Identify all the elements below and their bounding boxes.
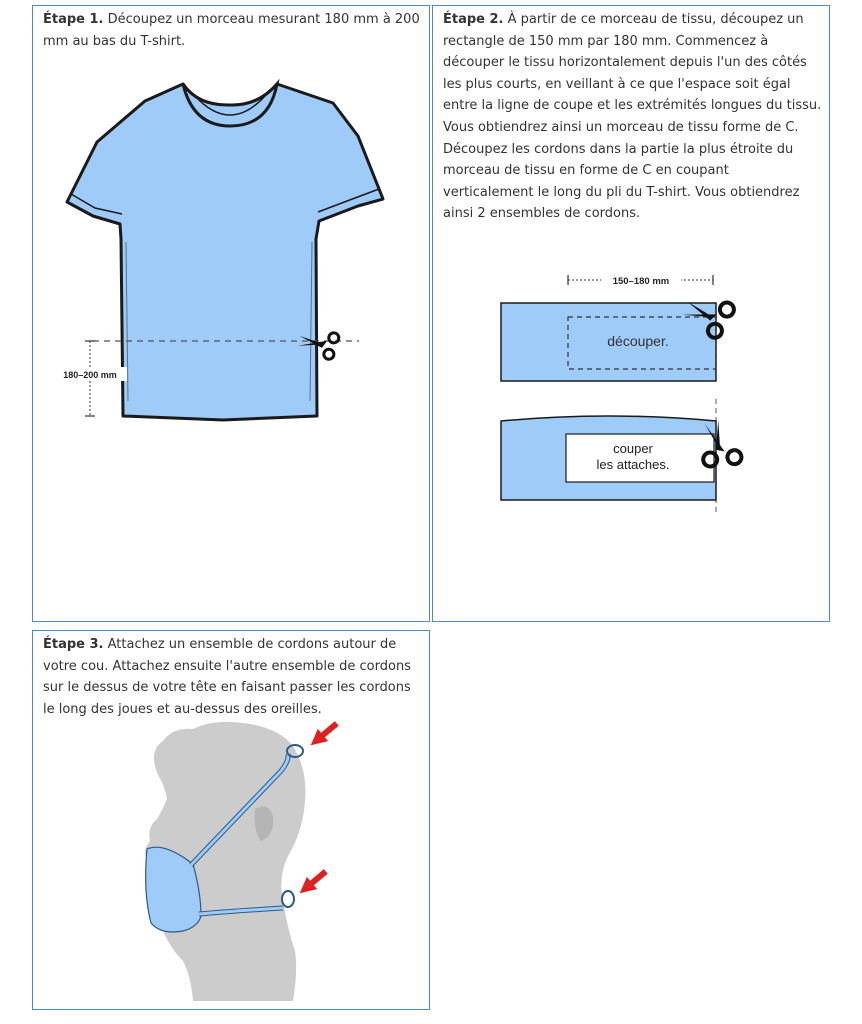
step-1-card — [32, 5, 430, 622]
cut-label: découper. — [607, 333, 669, 349]
tshirt-measure-label: 180–200 mm — [63, 370, 117, 380]
step-1-label: Étape 1. — [43, 12, 104, 27]
step-3-description: Attachez un ensemble de cordons autour de votre cou. Attachez ensuite l'autre ensemble de cordons sur le dessus de votre tête en faisant passer les cordons le long des joues et au-dessus des oreilles. — [43, 637, 411, 717]
fabric-measure-label: 150–180 mm — [612, 276, 670, 287]
step-3-label: Étape 3. — [43, 637, 104, 652]
ties-label-1: couper — [613, 441, 653, 456]
step-1-description: Découpez un morceau mesurant 180 mm à 200 mm au bas du T-shirt. — [43, 12, 420, 49]
arrow-icon — [295, 865, 331, 899]
step-3-card — [32, 630, 430, 1010]
mask-wearing-illustration — [33, 631, 431, 1011]
step-2-description: À partir de ce morceau de tissu, découpez un rectangle de 150 mm par 180 mm. Commencez à découper le tissu horizontalement depuis l'un des côtés les plus courts, en veillant à ce que l'espace soit égal entre la ligne de coupe et les extrémités longues du tissu. Vous obtiendrez ainsi un morceau de tissu forme de C. Découpez les cordons dans la partie la plus étroite du morceau de tissu en forme de C en coupant verticalement le long du pli du T-shirt. Vous obtiendrez ainsi 2 ensembles de cordons. — [443, 12, 822, 222]
ties-label-2: les attaches. — [596, 457, 670, 472]
fabric-cut-illustration — [433, 6, 831, 623]
tshirt-illustration — [33, 6, 431, 623]
arrow-icon — [306, 717, 342, 751]
step-2-card — [432, 5, 830, 622]
step-2-label: Étape 2. — [443, 12, 504, 27]
